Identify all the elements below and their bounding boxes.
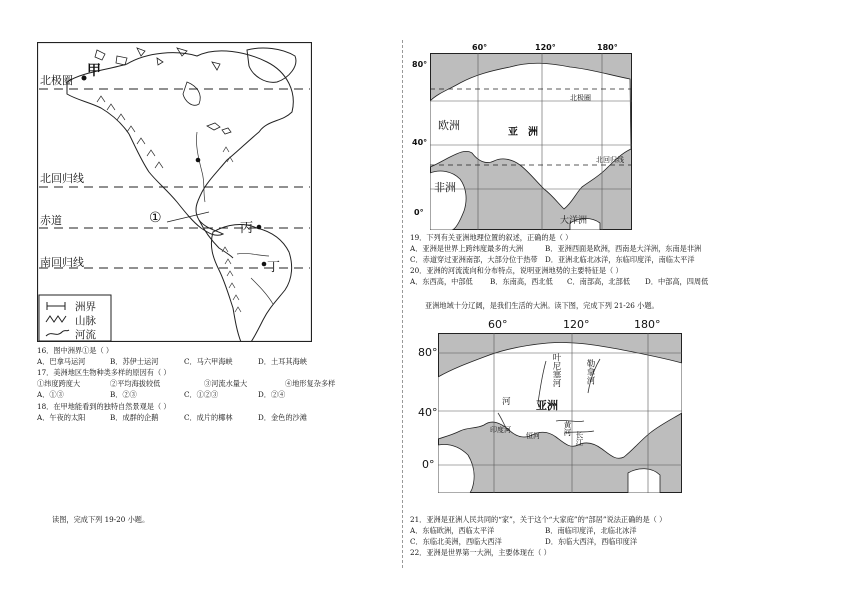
q18-opt-c: C．成片的椰林	[184, 413, 233, 422]
q21-opt-a: A．东临欧洲，西临太平洋	[410, 526, 495, 535]
map2-lat-80: 80°	[412, 60, 428, 69]
column-divider	[402, 40, 403, 568]
map3-lon-180: 180°	[634, 318, 661, 331]
q19-opt-b: B．亚洲西面是欧洲，西南是大洋洲，东南是非洲	[545, 244, 702, 253]
q16-stem: 16．图中洲界①是（ ）	[37, 346, 114, 355]
label-bing: 丙	[240, 221, 254, 236]
q18-stem: 18．在甲地能看到的独特自然景观是（ ）	[37, 402, 171, 411]
q19-opt-c: C．赤道穿过亚洲南部，大部分位于热带	[410, 255, 538, 264]
q17-opt-b: B．②③	[110, 390, 137, 399]
q16-opt-a: A．巴拿马运河	[37, 357, 86, 366]
q17-item-3: ③河流水量大	[204, 379, 248, 388]
q19-opt-a: A．亚洲是世界上跨纬度最多的大洲	[410, 244, 524, 253]
q21-opt-d: D．东临大西洋，西临印度洋	[545, 537, 638, 546]
q19-stem: 19．下列有关亚洲地理位置的叙述，正确的是（ ）	[410, 233, 573, 242]
map3-lat-0: 0°	[422, 458, 435, 471]
q22-stem: 22．亚洲是世界第一大洲，主要体现在（ ）	[410, 548, 551, 557]
label-jia: 甲	[87, 63, 101, 79]
q17-item-4: ④地形复杂多样	[285, 379, 336, 388]
q18-opt-a: A．午夜的太阳	[37, 413, 86, 422]
map3-label-yellow: 黄河	[563, 421, 572, 436]
intro-21-26: 亚洲地域十分辽阔，是我们生活的大洲。读下图，完成下列 21-26 小题。	[425, 301, 659, 310]
q16-opt-c: C．马六甲海峡	[184, 357, 233, 366]
legend-boundary: 洲界	[75, 301, 96, 313]
map2-label-arctic: 北极圈	[570, 94, 591, 102]
americas-map-svg	[37, 42, 312, 342]
label-arctic-circle: 北极圈	[40, 74, 73, 87]
q21-stem: 21．亚洲是亚洲人民共同的“家”，关于这个“大家庭”的“部居”说法正确的是（ ）	[410, 515, 667, 524]
map3-lon-60: 60°	[488, 318, 508, 331]
label-ding: 丁	[267, 260, 281, 275]
label-tropic-cancer: 北回归线	[40, 172, 84, 185]
q21-opt-b: B．南临印度洋，北临北冰洋	[545, 526, 637, 535]
q19-opt-d: D．亚洲北临北冰洋，东临印度洋，南临太平洋	[545, 255, 695, 264]
q16-opt-b: B．苏伊士运河	[110, 357, 159, 366]
q20-stem: 20．亚洲的河流流向和分布特点，说明亚洲地势的主要特征是（ ）	[410, 266, 623, 275]
map2-label-tropic: 北回归线	[596, 156, 624, 164]
americas-map	[37, 42, 312, 342]
map2-label-asia: 亚 洲	[508, 127, 538, 138]
map3-label-lena: 勒拿河	[585, 359, 595, 385]
q17-stem: 17．美洲地区生物种类多样的原因有（ ）	[37, 368, 171, 377]
map2-label-europe: 欧洲	[438, 119, 460, 132]
map2-lon-180: 180°	[597, 43, 618, 52]
q17-opt-d: D．②④	[258, 390, 286, 399]
map3-lon-120: 120°	[563, 318, 590, 331]
map3-label-indus: 印度河	[490, 426, 511, 434]
q18-opt-d: D．金色的沙滩	[258, 413, 307, 422]
q17-opt-a: A．①③	[37, 390, 64, 399]
label-tropic-capricorn: 南回归线	[40, 256, 84, 269]
map2-lon-120: 120°	[535, 43, 556, 52]
map3-lat-80: 80°	[418, 346, 438, 359]
legend-mountain: 山脉	[75, 315, 96, 327]
q18-opt-b: B．成群的企鹅	[110, 413, 159, 422]
asia-map-2	[438, 333, 682, 493]
map2-label-oceania: 大洋洲	[560, 216, 588, 226]
label-one: ①	[149, 210, 162, 226]
q17-item-2: ②平均海拔较低	[110, 379, 161, 388]
map2-lat-40: 40°	[412, 138, 428, 147]
q21-opt-c: C．东临北美洲，西临大西洋	[410, 537, 502, 546]
map3-label-yangtze: 长江	[575, 431, 584, 446]
map2-lon-60: 60°	[472, 43, 488, 52]
q20-opt-c: C．南部高，北部低	[567, 277, 631, 286]
map3-label-yenisei: 叶尼塞河	[551, 353, 561, 387]
q16-opt-d: D．土耳其海峡	[258, 357, 307, 366]
map3-label-ganges: 恒河	[526, 432, 540, 440]
asia-map-1-svg	[430, 53, 632, 230]
q20-opt-b: B．东南高，西北低	[490, 277, 553, 286]
map2-lat-0: 0°	[414, 208, 424, 217]
q17-item-1: ①纬度跨度大	[37, 379, 81, 388]
q20-opt-a: A．东西高，中部低	[410, 277, 473, 286]
map3-label-river: 河	[502, 397, 511, 407]
map3-label-asia: 亚洲	[536, 399, 558, 412]
map2-label-africa: 非洲	[434, 181, 456, 194]
left-footer-note: 读图，完成下列 19-20 小题。	[52, 515, 150, 524]
asia-map-1	[430, 53, 632, 230]
q20-opt-d: D．中部高，四周低	[645, 277, 709, 286]
map3-lat-40: 40°	[418, 406, 438, 419]
label-equator: 赤道	[40, 214, 62, 227]
legend-river: 河流	[75, 329, 96, 341]
q17-opt-c: C．①②③	[184, 390, 219, 399]
